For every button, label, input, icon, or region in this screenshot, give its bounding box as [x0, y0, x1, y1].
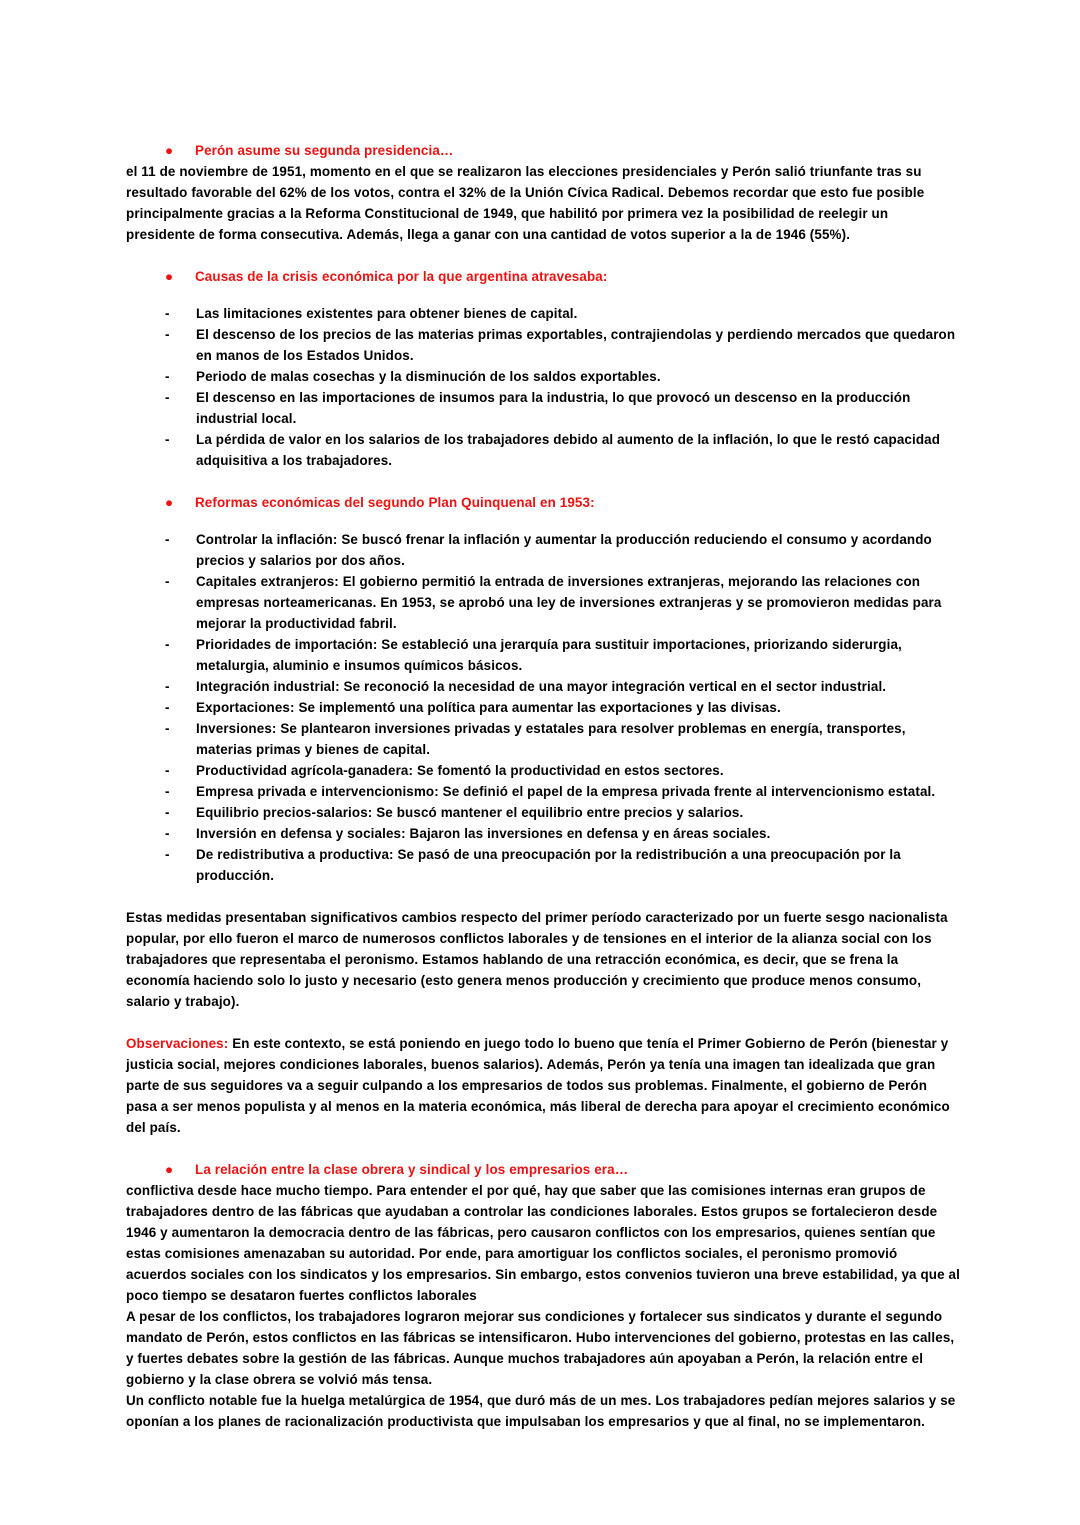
spacer — [126, 245, 960, 266]
dash-icon: - — [165, 390, 170, 405]
document-body — [126, 140, 960, 1432]
paragraph-observaciones — [126, 1033, 960, 1138]
list-item — [126, 303, 960, 324]
list-item — [126, 529, 960, 571]
paragraph-relacion-1: conflictiva desde hace mucho tiempo. Para entender el por qué, hay que saber que las comisiones internas eran grupos de trabajadores dentro de las fábricas que ayudaban a controlar las condiciones laborales. Estos grupos se fortalecieron desde 1946 y aumentaron la democracia dentro de las fábricas, pero causaron conflictos con los empresarios, quienes sentían que estas comisiones amenazaban su autoridad. Por ende, para amortiguar los conflictos sociales, el peronismo promovió acuerdos sociales con los sindicatos y los empresarios. Sin embargo, estos convenios tuvieron una breve estabilidad, ya que al poco tiempo se desataron fuertes conflictos laborales — [126, 1183, 960, 1303]
list-item — [126, 571, 960, 634]
list-item-label: Inversiones: Se plantearon inversiones privadas y estatales para resolver problemas en energía, transportes, materias primas y bienes de capital. — [196, 721, 906, 757]
list-reformas-economicas — [126, 529, 960, 886]
paragraph-relacion-2: A pesar de los conflictos, los trabajadores lograron mejorar sus condiciones y fortalecer sus sindicatos y durante el segundo mandato de Perón, estos conflictos en las fábricas se intensificaron. Hubo intervenciones del gobierno, protestas en las calles, y fuertes debates sobre la gestión de las fábricas. Aunque muchos trabajadores aún apoyaban a Perón, la relación entre el gobierno y la clase obrera se volvió más tensa. — [126, 1309, 955, 1387]
section-heading-label: Reformas económicas del segundo Plan Quinquenal en 1953: — [195, 495, 595, 510]
list-item — [126, 634, 960, 676]
dash-icon: - — [165, 679, 170, 694]
observaciones-label: Observaciones: — [126, 1036, 229, 1051]
dash-icon: - — [165, 637, 170, 652]
list-item-label: Controlar la inflación: Se buscó frenar la inflación y aumentar la producción reduciendo el consumo y acordando precios y salarios por dos años. — [196, 532, 932, 568]
spacer — [126, 287, 960, 303]
dash-icon: - — [165, 327, 170, 342]
list-item-label: El descenso en las importaciones de insumos para la industria, lo que provocó un descenso en la producción industrial local. — [196, 390, 911, 426]
section-heading-label: La relación entre la clase obrera y sindical y los empresarios era… — [195, 1162, 629, 1177]
dash-icon: - — [165, 784, 170, 799]
spacer — [126, 471, 960, 492]
list-item — [126, 718, 960, 760]
list-item — [126, 324, 960, 366]
paragraph-peron-segunda-presidencia: el 11 de noviembre de 1951, momento en el que se realizaron las elecciones presidenciales y Perón salió triunfante tras su resultado favorable del 62% de los votos, contra el 32% de la Unión Cívica Radical. Debemos recordar que esto fue posible principalmente gracias a la Reforma Constitucional de 1949, que habilitó por primera vez la posibilidad de reelegir un presidente de forma consecutiva. Además, llega a ganar con una cantidad de votos superior a la de 1946 (55%). — [126, 164, 925, 242]
dash-icon: - — [165, 826, 170, 841]
dash-icon: - — [165, 763, 170, 778]
bullet-icon: ● — [165, 1162, 174, 1177]
spacer — [126, 1012, 960, 1033]
list-item — [126, 823, 960, 844]
list-item — [126, 802, 960, 823]
list-item — [126, 429, 960, 471]
list-item — [126, 760, 960, 781]
dash-icon: - — [165, 721, 170, 736]
list-item-label: Empresa privada e intervencionismo: Se definió el papel de la empresa privada frente al intervencionismo estatal. — [196, 784, 936, 799]
list-causas-crisis — [126, 303, 960, 471]
dash-icon: - — [165, 805, 170, 820]
list-item-label: Las limitaciones existentes para obtener bienes de capital. — [196, 306, 578, 321]
section-heading-peron-segunda-presidencia — [126, 140, 960, 161]
section-heading-relacion-clase-obrera — [126, 1159, 960, 1180]
list-item-label: El descenso de los precios de las materias primas exportables, contrajiendolas y perdiendo mercados que quedaron en manos de los Estados Unidos. — [196, 327, 956, 363]
list-item — [126, 781, 960, 802]
list-item-label: La pérdida de valor en los salarios de los trabajadores debido al aumento de la inflación, lo que le restó capacidad adquisitiva a los trabajadores. — [196, 432, 941, 468]
paragraph-medidas: Estas medidas presentaban significativos cambios respecto del primer período caracterizado por un fuerte sesgo nacionalista popular, por ello fueron el marco de numerosos conflictos laborales y de tensiones en el interior de la alianza social con los trabajadores que representaba el peronismo. Estamos hablando de una retracción económica, es decir, que se frena la economía haciendo solo lo justo y necesario (esto genera menos producción y crecimiento que produce menos consumo, salario y trabajo). — [126, 910, 948, 1009]
dash-icon: - — [165, 369, 170, 384]
list-item-label: Exportaciones: Se implementó una política para aumentar las exportaciones y las divisas. — [196, 700, 781, 715]
paragraph-relacion-3: Un conflicto notable fue la huelga metalúrgica de 1954, que duró más de un mes. Los trabajadores pedían mejores salarios y se oponían a los planes de racionalización productivista que impulsaban los empresarios y que al final, no se implementaron. — [126, 1393, 956, 1429]
list-item-label: Periodo de malas cosechas y la disminución de los saldos exportables. — [196, 369, 661, 384]
bullet-icon: ● — [165, 269, 174, 284]
dash-icon: - — [165, 306, 170, 321]
observaciones-body: En este contexto, se está poniendo en juego todo lo bueno que tenía el Primer Gobierno de Perón (bienestar y justicia social, mejores condiciones laborales, buenos salarios). Además, Perón ya tenía una imagen tan idealizada que gran parte de sus seguidores va a seguir culpando a los empresarios de todos sus problemas. Finalmente, el gobierno de Perón pasa a ser menos populista y al menos en la materia económica, más liberal de derecha para apoyar el crecimiento económico del país. — [126, 1036, 950, 1135]
list-item-label: Inversión en defensa y sociales: Bajaron las inversiones en defensa y en áreas sociales. — [196, 826, 771, 841]
bullet-icon: ● — [165, 495, 174, 510]
section-heading-reformas-economicas — [126, 492, 960, 513]
list-item — [126, 676, 960, 697]
list-item-label: Equilibrio precios-salarios: Se buscó mantener el equilibrio entre precios y salarios. — [196, 805, 744, 820]
dash-icon: - — [165, 432, 170, 447]
list-item-label: Integración industrial: Se reconoció la necesidad de una mayor integración vertical en el sector industrial. — [196, 679, 887, 694]
list-item — [126, 387, 960, 429]
list-item-label: De redistributiva a productiva: Se pasó de una preocupación por la redistribución a una preocupación por la producción. — [196, 847, 901, 883]
bullet-icon: ● — [165, 143, 174, 158]
dash-icon: - — [165, 532, 170, 547]
list-item — [126, 844, 960, 886]
section-heading-label: Perón asume su segunda presidencia… — [195, 143, 454, 158]
list-item — [126, 697, 960, 718]
spacer — [126, 886, 960, 907]
section-heading-causas-crisis — [126, 266, 960, 287]
dash-icon: - — [165, 574, 170, 589]
list-item-label: Productividad agrícola-ganadera: Se fomentó la productividad en estos sectores. — [196, 763, 724, 778]
spacer — [126, 513, 960, 529]
list-item — [126, 366, 960, 387]
section-heading-label: Causas de la crisis económica por la que argentina atravesaba: — [195, 269, 608, 284]
list-item-label: Capitales extranjeros: El gobierno permitió la entrada de inversiones extranjeras, mejorando las relaciones con empresas norteamericanas. En 1953, se aprobó una ley de inversiones extranjeras y se promovieron medidas para mejorar la productividad fabril. — [196, 574, 942, 631]
list-item-label: Prioridades de importación: Se estableció una jerarquía para sustituir importaciones, priorizando siderurgia, metalurgia, aluminio e insumos químicos básicos. — [196, 637, 902, 673]
dash-icon: - — [165, 847, 170, 862]
dash-icon: - — [165, 700, 170, 715]
spacer — [126, 1138, 960, 1159]
